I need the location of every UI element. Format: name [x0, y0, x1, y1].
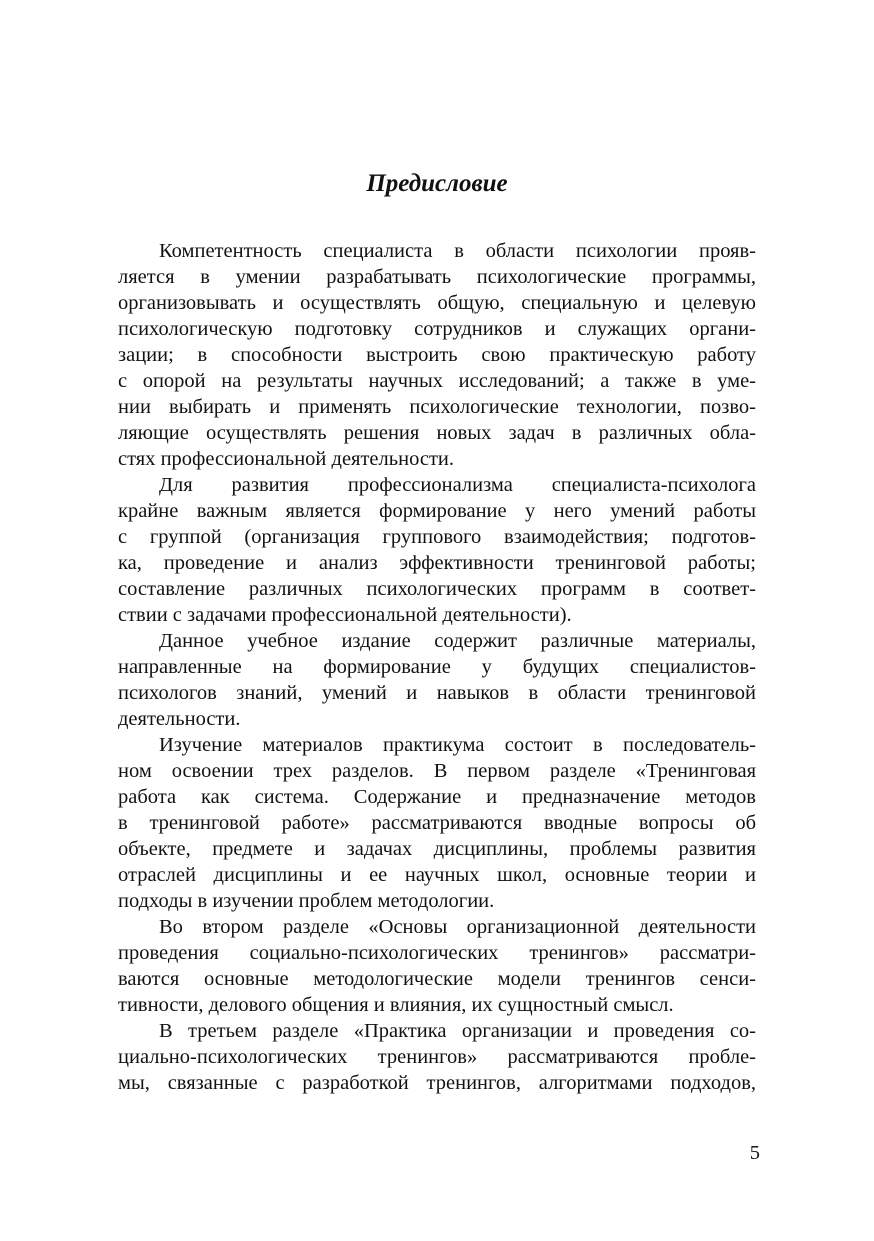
text-line: тивности, делового общения и влияния, их сущностный смысл.	[118, 994, 674, 1016]
page-title: Предисловие	[366, 170, 508, 197]
text-line: подходы в изучении проблем методологии.	[118, 890, 495, 912]
text-line: ваются основные методологические модели тренингов сенси-	[118, 968, 756, 990]
page-number: 5	[749, 1142, 760, 1164]
text-line: организовывать и осуществлять общую, специальную и целевую	[118, 292, 756, 314]
text-line: психологов знаний, умений и навыков в области тренинговой	[118, 682, 756, 704]
text-line: работа как система. Содержание и предназначение методов	[118, 786, 756, 808]
text-line: стях профессиональной деятельности.	[118, 448, 454, 470]
text-line: крайне важным является формирование у него умений работы	[118, 500, 756, 522]
text-line: зации; в способности выстроить свою практическую работу	[118, 344, 756, 366]
text-line: в тренинговой работе» рассматриваются вводные вопросы об	[118, 812, 756, 834]
text-line: отраслей дисциплины и ее научных школ, основные теории и	[118, 864, 756, 886]
text-line: Изучение материалов практикума состоит в последователь-	[159, 734, 756, 756]
text-line: ном освоении трех разделов. В первом разделе «Тренинговая	[118, 760, 756, 782]
text-line: Компетентность специалиста в области психологии прояв-	[159, 240, 756, 262]
text-line: Для развития профессионализма специалиста-психолога	[159, 474, 756, 496]
text-line: с опорой на результаты научных исследований; а также в уме-	[118, 370, 756, 392]
text-line: психологическую подготовку сотрудников и служащих органи-	[118, 318, 756, 340]
text-line: нии выбирать и применять психологические технологии, позво-	[118, 396, 756, 418]
text-line: деятельности.	[118, 708, 241, 730]
body-text	[118, 238, 756, 1096]
text-line: проведения социально-психологических тренингов» рассматри-	[118, 942, 756, 964]
text-line: объекте, предмете и задачах дисциплины, проблемы развития	[118, 838, 756, 860]
text-line: ляется в умении разрабатывать психологические программы,	[118, 266, 756, 288]
text-line: Данное учебное издание содержит различные материалы,	[159, 630, 756, 652]
text-line: ка, проведение и анализ эффективности тренинговой работы;	[118, 552, 756, 574]
text-line: циально-психологических тренингов» рассматриваются пробле-	[118, 1046, 756, 1068]
text-line: ствии с задачами профессиональной деятельности).	[118, 604, 572, 626]
text-line: Во втором разделе «Основы организационной деятельности	[159, 916, 756, 938]
text-line: ляющие осуществлять решения новых задач в различных обла-	[118, 422, 756, 444]
text-line: составление различных психологических программ в соответ-	[118, 578, 756, 600]
text-line: направленные на формирование у будущих специалистов-	[118, 656, 756, 678]
text-line: мы, связанные с разработкой тренингов, алгоритмами подходов,	[118, 1072, 756, 1094]
text-line: В третьем разделе «Практика организации и проведения со-	[159, 1020, 756, 1042]
text-line: с группой (организация группового взаимодействия; подготов-	[118, 526, 756, 548]
